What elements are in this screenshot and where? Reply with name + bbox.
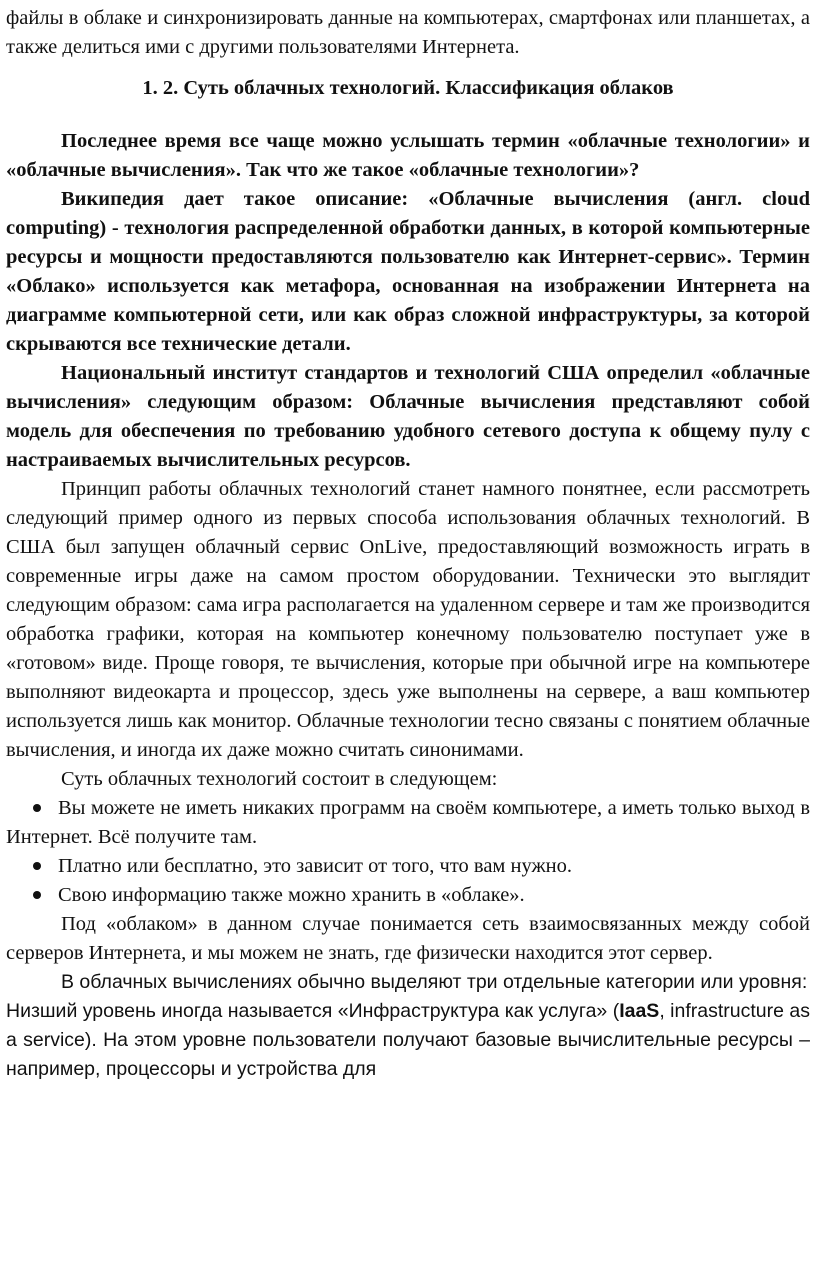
lowest-level-paragraph <box>6 997 810 1084</box>
bullet-item <box>6 794 810 852</box>
cloud-meaning-paragraph: Под «облаком» в данном случае понимается сеть взаимосвязанных между собой серверов Интернета, и мы можем не знать, где физически находится этот сервер. <box>6 913 810 964</box>
categories-intro: В облачных вычислениях обычно выделяют три отдельные категории или уровня: <box>61 971 808 993</box>
bullet-icon <box>33 891 41 899</box>
bullet-icon <box>33 804 41 812</box>
iaas-term: IaaS <box>619 1000 660 1022</box>
bullet-item <box>6 852 810 881</box>
bullet-text: Вы можете не иметь никаких программ на своём компьютере, а иметь только выход в Интернет. Всё получите там. <box>6 797 810 848</box>
lowest-level-text-after: , infrastructure as a service). На этом уровне пользователи получают базовые вычислительные ресурсы – например, процессоры и устройства для <box>6 1000 810 1080</box>
principle-paragraph: Принцип работы облачных технологий станет намного понятнее, если рассмотреть следующий пример одного из первых способа использования облачных технологий. В США был запущен облачный сервис OnLive, предоставляющий возможность играть в современные игры даже на самом простом оборудовании. Технически это выглядит следующим образом: сама игра располагается на удаленном сервере и там же производится обработка графики, которая на компьютер конечному пользователю поступает уже в «готовом» виде. Проще говоря, те вычисления, которые при обычной игре на компьютере выполняют видеокарта и процессор, здесь уже выполнены на сервере, а ваш компьютер используется лишь как монитор. Облачные технологии тесно связаны с понятием облачные вычисления, и иногда их даже можно считать синонимами. <box>6 478 810 761</box>
section-heading: 1. 2. Суть облачных технологий. Классификация облаков <box>142 77 674 99</box>
lowest-level-text-before: Низший уровень иногда называется «Инфраструктура как услуга» ( <box>6 1000 620 1022</box>
bullet-text: Свою информацию также можно хранить в «облаке». <box>58 884 525 906</box>
bold-paragraph-3: Национальный институт стандартов и технологий США определил «облачные вычисления» следующим образом: Облачные вычисления представляют собой модель для обеспечения по требованию удобного сетевого доступа к общему пулу с настраиваемых вычислительных ресурсов. <box>6 362 810 471</box>
bold-paragraph-1: Последнее время все чаще можно услышать термин «облачные технологии» и «облачные вычисления». Так что же такое «облачные технологии»? <box>6 130 810 181</box>
essence-intro: Суть облачных технологий состоит в следующем: <box>61 768 498 790</box>
bold-paragraph-2: Википедия дает такое описание: «Облачные вычисления (англ. cloud computing) - технология распределенной обработки данных, в которой компьютерные ресурсы и мощности предоставляются пользователю как Интернет-сервис». Термин «Облако» используется как метафора, основанная на изображении Интернета на диаграмме компьютерной сети, или как образ сложной инфраструктуры, за которой скрываются все технические детали. <box>6 188 810 355</box>
bullet-icon <box>33 862 41 870</box>
intro-paragraph: файлы в облаке и синхронизировать данные на компьютерах, смартфонах или планшетах, а также делиться ими с другими пользователями Интернета. <box>6 7 810 58</box>
bullet-text: Платно или бесплатно, это зависит от того, что вам нужно. <box>58 855 572 877</box>
essence-bullet-list <box>6 794 810 910</box>
bullet-item <box>6 881 810 910</box>
